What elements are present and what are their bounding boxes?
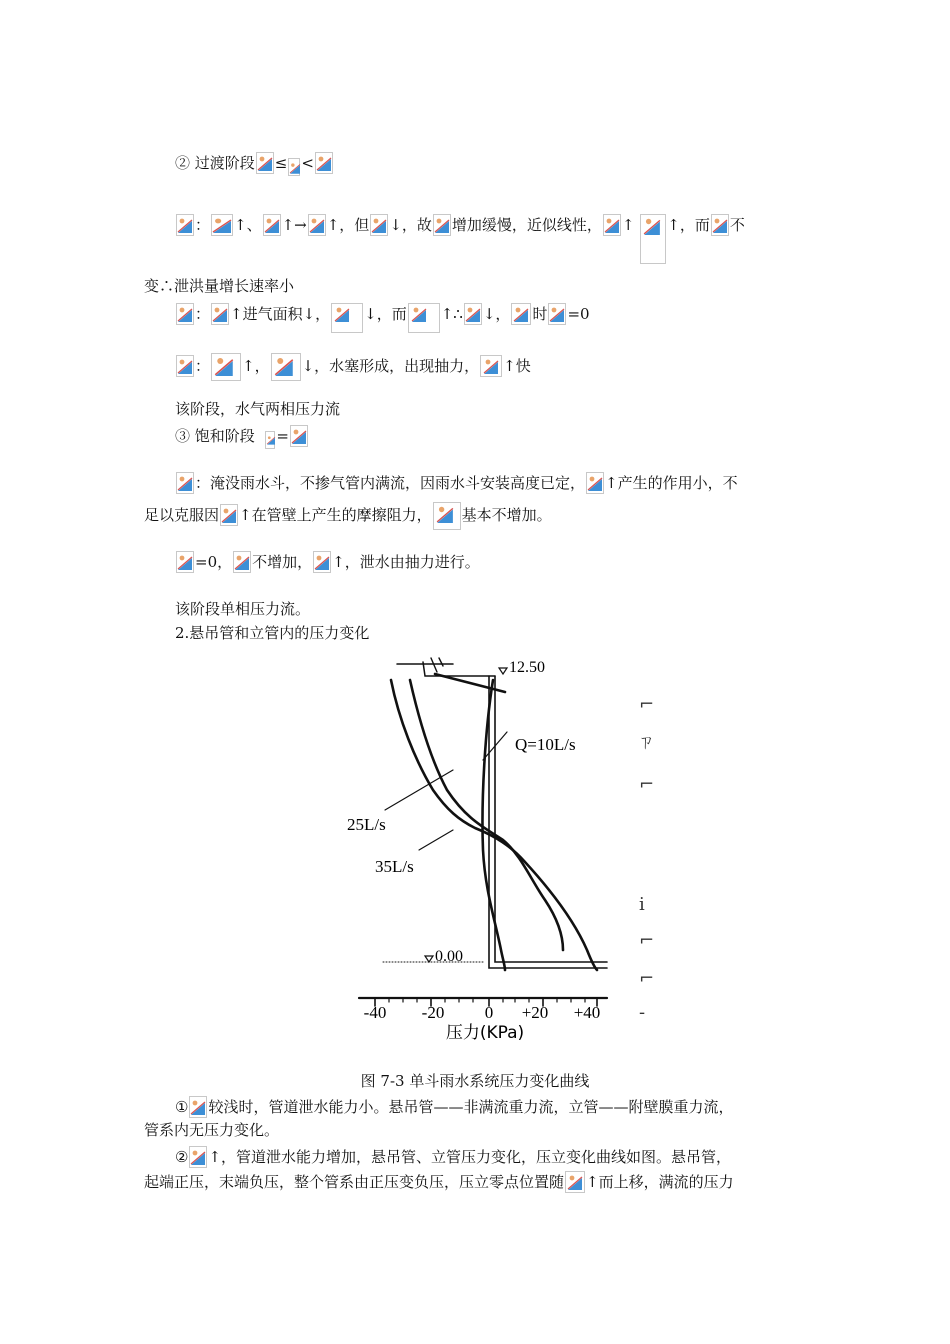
formula-image-icon	[288, 158, 300, 176]
stage2-heading: ② 过渡阶段	[175, 154, 255, 172]
formula-image-icon	[189, 1146, 207, 1168]
formula-image-icon	[176, 214, 194, 236]
formula-image-icon	[315, 152, 333, 174]
formula-image-icon	[220, 504, 238, 526]
top-level-marker-icon	[499, 668, 507, 674]
stage3-heading: ③ 饱和阶段	[175, 427, 255, 445]
formula-image-icon	[640, 214, 666, 264]
cut-glyph: ⌐	[639, 930, 655, 951]
formula-image-icon	[433, 502, 461, 530]
para1-line2: 管系内无压力变化。	[144, 1121, 280, 1139]
stage2-heading-line: ② 过渡阶段 ≤ <	[175, 152, 334, 176]
formula-image-icon	[211, 303, 229, 325]
formula-image-icon	[176, 551, 194, 573]
formula-image-icon	[548, 303, 566, 325]
stage3-line1-continued: 足以克服因 ↑在管壁上产生的摩擦阻力， 基本不增加。	[144, 502, 552, 530]
pressure-curve-svg	[335, 650, 655, 1045]
cut-glyph: ⌐	[639, 968, 655, 989]
leader-q35	[419, 830, 453, 850]
stage3-line1: ：淹没雨水斗，不掺气管内满流，因雨水斗安装高度已定， ↑产生的作用小，不	[175, 472, 738, 494]
stage2-line1: ： ↑、 ↑→ ↑，但 ↓，故 增加缓慢，近似线性， ↑ ↑，而 不	[175, 214, 745, 264]
stage3-line2: =0， 不增加， ↑，泄水由抽力进行。	[175, 551, 480, 573]
formula-image-icon	[189, 1096, 207, 1118]
formula-image-icon	[290, 425, 308, 447]
cut-glyph: ⌐	[639, 694, 655, 715]
formula-image-icon	[233, 551, 251, 573]
stage3-summary: 该阶段单相压力流。	[175, 600, 311, 618]
formula-image-icon	[711, 214, 729, 236]
cut-glyph: i	[639, 894, 645, 915]
formula-image-icon	[176, 472, 194, 494]
x-tick-label: +40	[573, 1003, 601, 1022]
stage3-heading-line: ③ 饱和阶段 =	[175, 425, 309, 449]
stage2-summary: 该阶段，水气两相压力流	[175, 400, 341, 418]
formula-image-icon	[313, 551, 331, 573]
stage2-line3: ： ↑， ↓，水塞形成，出现抽力， ↑快	[175, 353, 531, 381]
label-q25: 25L/s	[347, 815, 386, 834]
stage2-line2: ： ↑进气面积↓， ↓，而 ↑∴ ↓， 时 =0	[175, 303, 590, 333]
para1-line1: ① 较浅时，管道泄水能力小。悬吊管——非满流重力流，立管——附壁膜重力流，	[175, 1098, 734, 1116]
stack-pipe-inner	[495, 676, 607, 962]
cut-glyph: ㄗ	[637, 732, 655, 753]
figure-caption: 图 7-3 单斗雨水系统压力变化曲线	[360, 1072, 590, 1090]
formula-image-icon	[271, 353, 301, 381]
formula-image-icon	[433, 214, 451, 236]
para2-line2: 起端正压，末端负压，整个管系由正压变负压，压立零点位置随 ↑而上移，满流的压力	[144, 1173, 734, 1191]
formula-image-icon	[586, 472, 604, 494]
formula-image-icon	[176, 355, 194, 377]
top-level-label: 12.50	[509, 659, 545, 676]
x-axis-label: 压力(KPa)	[445, 1023, 525, 1043]
cut-glyph: ⌐	[639, 774, 655, 795]
formula-image-icon	[370, 214, 388, 236]
section2-heading: 2.悬吊管和立管内的压力变化	[175, 624, 370, 642]
formula-image-icon	[176, 303, 194, 325]
pressure-curve-figure	[335, 650, 655, 1045]
bottom-level-label: 0.00	[435, 948, 463, 965]
bottom-level-marker-icon	[425, 956, 433, 962]
formula-image-icon	[211, 214, 233, 236]
formula-image-icon	[265, 431, 275, 449]
rain-drain-icon	[431, 658, 443, 672]
formula-image-icon	[211, 353, 241, 381]
curve-q10	[482, 680, 505, 970]
formula-image-icon	[480, 355, 502, 377]
x-tick-label: -20	[421, 1003, 445, 1022]
stack-pipe	[489, 676, 607, 968]
stage2-line1-continued: 变∴泄洪量增长速率小	[144, 277, 295, 295]
label-q35: 35L/s	[375, 857, 414, 876]
label-q10: Q=10L/s	[515, 735, 576, 754]
x-tick-label: 0	[484, 1003, 494, 1022]
formula-image-icon	[408, 303, 440, 333]
formula-image-icon	[331, 303, 363, 333]
x-tick-label: -40	[363, 1003, 387, 1022]
cut-glyph: -	[639, 1002, 646, 1023]
formula-image-icon	[511, 303, 531, 325]
formula-image-icon	[263, 214, 281, 236]
formula-image-icon	[464, 303, 482, 325]
formula-image-icon	[308, 214, 326, 236]
formula-image-icon	[603, 214, 621, 236]
formula-image-icon	[565, 1171, 585, 1193]
para2-line1: ② ↑，管道泄水能力增加，悬吊管、立管压力变化，压立变化曲线如图。悬吊管，	[175, 1148, 732, 1166]
x-tick-label: +20	[521, 1003, 549, 1022]
formula-image-icon	[256, 152, 274, 174]
